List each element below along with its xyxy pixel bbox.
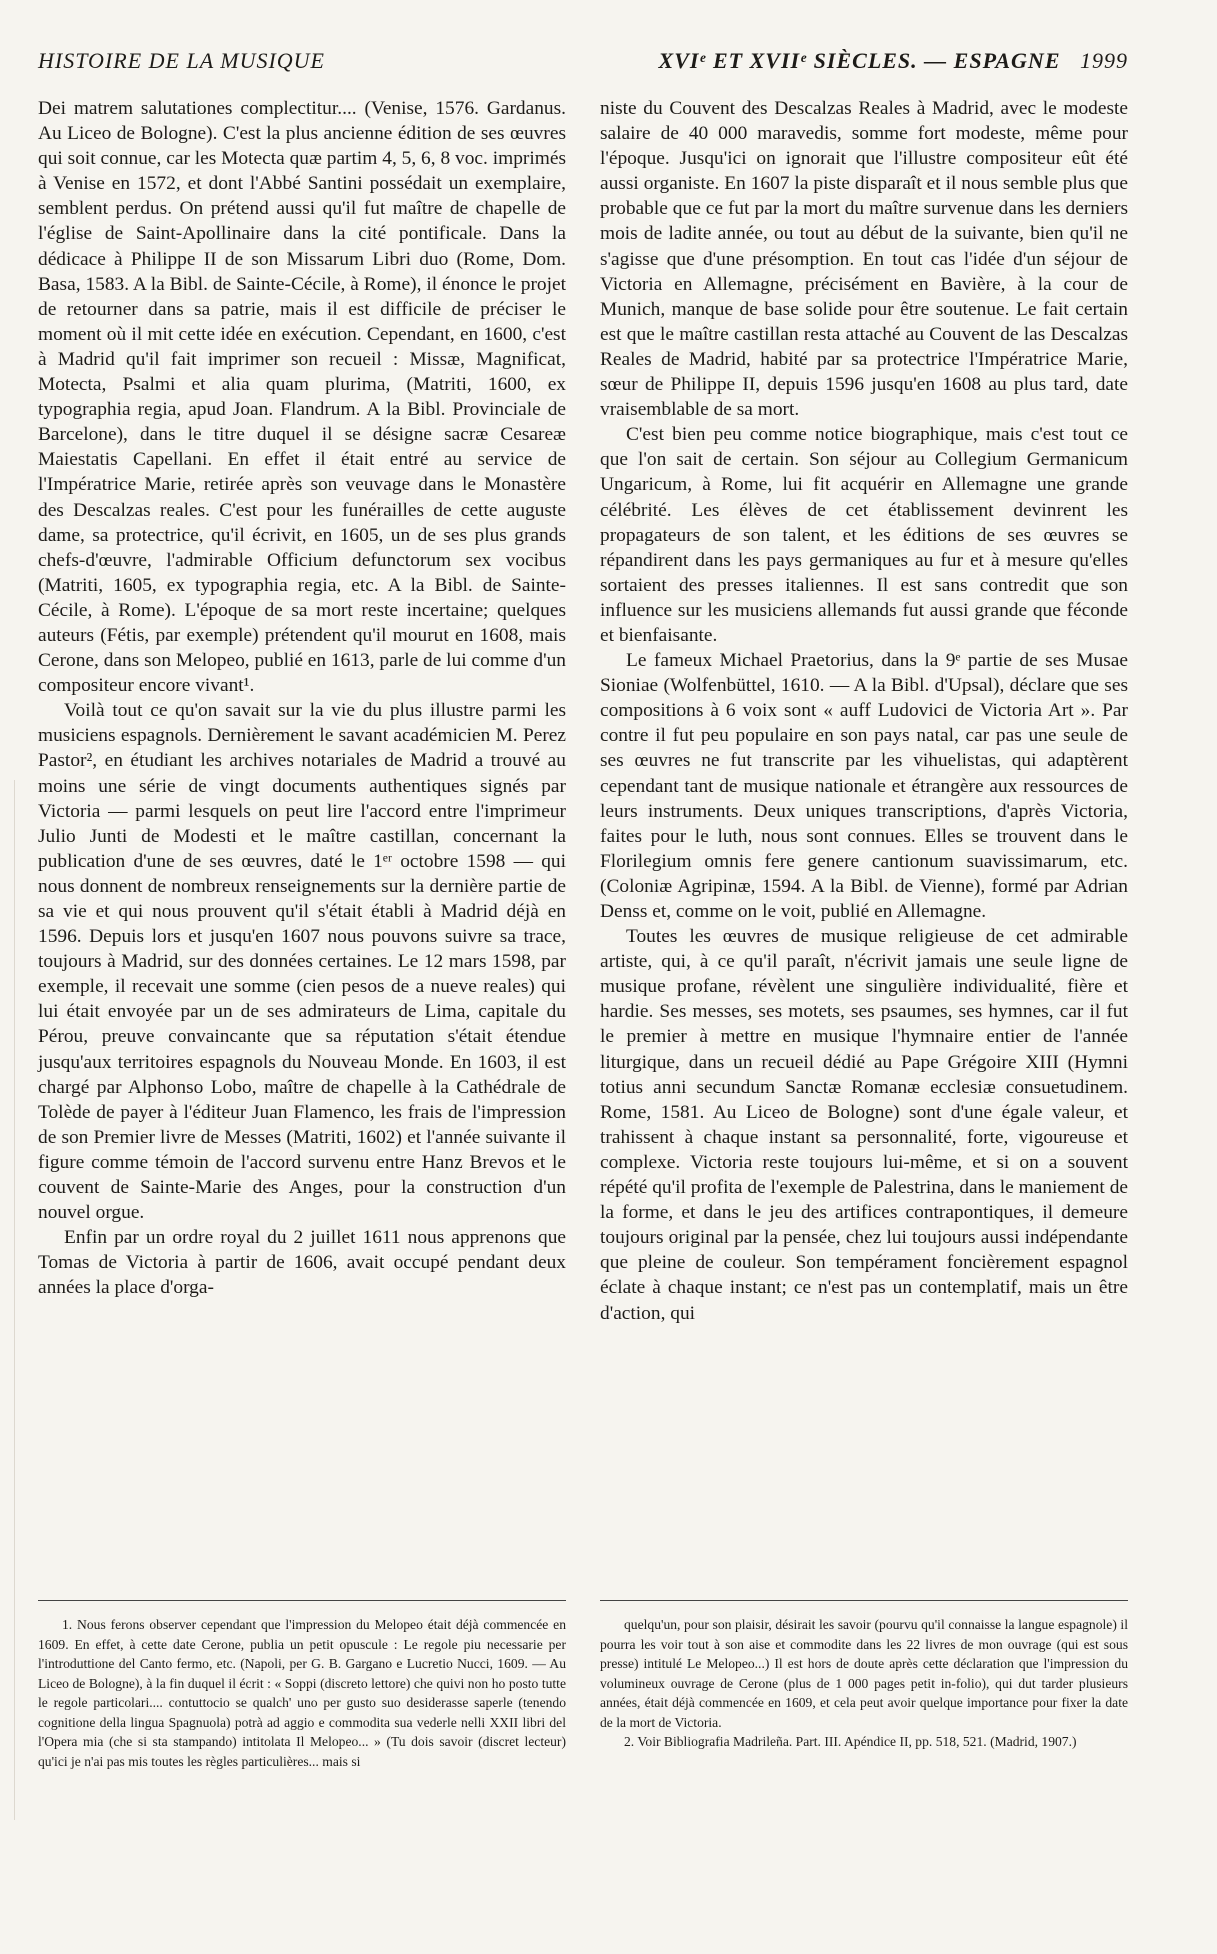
footnotes-left <box>38 1615 566 1771</box>
footnote-continuation: quelqu'un, pour son plaisir, désirait les savoir (pourvu qu'il connaisse la langue espagnole) il pourra les voir tout à son aise et commodite dans les 22 livres de mon ouvrage (qui est sous presse) intitulé Le Melopeo...) Il est hors de doute après cette déclaration que l'impression du volumineux ouvrage de Cerone (plus de 1 000 pages petit in-folio), qui dut tarder plusieurs années, était déjà commencée en 1609, et cela peut avoir quelque importance pour fixer la date de la mort de Victoria. <box>600 1617 1128 1730</box>
footnote: 2. Voir Bibliografia Madrileña. Part. III. Apéndice II, pp. 518, 521. (Madrid, 1907.) <box>624 1734 1077 1749</box>
paragraph: Toutes les œuvres de musique religieuse de cet admirable artiste, qui, à ce qu'il paraît, n'écrivit jamais une seule ligne de musique profane, révèlent une singulière individualité, fière et hardie. Ses messes, ses motets, ses psaumes, ses hymnes, car il fut le premier à mettre en musique l'hymnaire entier de l'année liturgique, dans un recueil dédié au Pape Grégoire XIII (Hymni totius anni secundum Sanctæ Romanæ ecclesiæ consuetudinem. Rome, 1581. Au Liceo de Bologne) sont d'une égale valeur, et trahissent à chaque instant sa personnalité, forte, vigoureuse et complexe. Victoria reste toujours lui-même, et si on a souvent répété qu'il profita de l'exemple de Palestrina, dans le maniement de la forme, et dans le jeu des artifices contrapontiques, il demeure toujours original par la pensée, chez lui toujours aussi indépendante que pleine de couleur. Son tempérament foncièrement espagnol éclate à chaque instant; ce n'est pas un contemplatif, mais un être d'action, qui <box>600 926 1128 1324</box>
header-right <box>659 48 1128 74</box>
paragraph: Voilà tout ce qu'on savait sur la vie du plus illustre parmi les musiciens espagnols. Dernièrement le savant académicien M. Perez Pastor², en étudiant les archives notariales de Madrid a trouvé au moins une série de vingt documents authentiques signés par Victoria — parmi lesquels on peut lire l'accord entre l'imprimeur Julio Junti de Modesti et le maître castillan, concernant la publication d'une de ses œuvres, daté le 1ᵉʳ octobre 1598 — qui nous donnent de nombreux renseignements sur la dernière partie de sa vie et qui nous prouvent qu'il s'était établi à Madrid déjà en 1596. Depuis lors et jusqu'en 1607 nous pouvons suivre sa trace, toujours à Madrid, sur des données certaines. Le 12 mars 1598, par exemple, il recevait une somme (cien pesos de a nueve reales) qui lui était envoyée par un de ses admirateurs de Lima, capitale du Pérou, preuve convaincante que sa réputation s'était étendue jusqu'aux territoires espagnols du Nouveau Monde. En 1603, il est chargé par Alphonso Lobo, maître de chapelle à la Cathédrale de Tolède de payer à l'éditeur Juan Flamenco, les frais de l'impression de son Premier livre de Messes (Matriti, 1602) et l'année suivante il figure comme témoin de l'accord survenu entre Hanz Brevos et le couvent de Sainte-Marie des Anges, pour la construction d'un nouvel orgue. <box>38 700 566 1224</box>
right-column <box>600 96 1128 1326</box>
paragraph: C'est bien peu comme notice biographique, mais c'est tout ce que l'on sait de certain. Son séjour au Collegium Germanicum Ungaricum, à Rome, lui fit acquérir en Allemagne une grande célébrité. Les élèves de cet établissement devinrent les propagateurs de son talent, et les éditions de ses œuvres se répandirent dans les pays germaniques au fur et à mesure qu'elles sortaient des presses italiennes. Il est sans contredit que son influence sur les musiciens allemands fut aussi grande que féconde et bienfaisante. <box>600 424 1128 646</box>
footnote-rule <box>38 1600 566 1601</box>
header-section: XVIᵉ ET XVIIᵉ SIÈCLES. — ESPAGNE <box>658 48 1061 73</box>
paragraph: Le fameux Michael Praetorius, dans la 9ᵉ partie de ses Musae Sioniae (Wolfenbüttel, 1610. — A la Bibl. d'Upsal), déclare que ses compositions à 6 voix sont « auff Ludovici de Victoria Art ». Par contre il fut peu populaire en son pays natal, car pas une seule de ses œuvres ne fut transcrite par les vihuelistas, qui adaptèrent cependant tant de musique nationale et étrangère aux ressources de leurs instruments. Deux uniques transcriptions, d'après Victoria, faites pour le luth, nous sont connues. Elles se trouvent dans le Florilegium omnis fere genere cantionum suavissimarum, etc. (Coloniæ Agripinæ, 1594. A la Bibl. de Vienne), formé par Adrian Denss et, comme on le voit, publié en Allemagne. <box>600 650 1128 922</box>
paragraph: niste du Couvent des Descalzas Reales à Madrid, avec le modeste salaire de 40 000 maravedis, somme fort modeste, même pour l'époque. Jusqu'ici on ignorait que l'illustre compositeur eût été aussi organiste. En 1607 la piste disparaît et il nous semble plus que probable que ce fut par la mort du maître survenue dans les derniers mois de ladite année, ou tout au début de la suivante, bien qu'il ne s'agisse que d'une présomption. En tout cas l'idée d'un séjour de Victoria en Allemagne, précisément en Bavière, à la cour de Munich, manque de base solide pour être soutenue. Le fait certain est que le maître castillan resta attaché au Couvent de las Descalzas Reales de Madrid, habité par sa protectrice l'Impératrice Marie, sœur de Philippe II, depuis 1596 jusqu'en 1608 au plus tard, date vraisemblable de sa mort. <box>600 98 1128 421</box>
footnote: 1. Nous ferons observer cependant que l'impression du Melopeo était déjà commencée en 1609. En effet, à cette date Cerone, publia un petit opuscule : Le regole piu necessarie per l'introduttione del Canto fermo, etc. (Napoli, per G. B. Gargano e Lucretio Nucci, 1609. — Au Liceo de Bologne), à la fin duquel il écrit : « Soppi (discreto lettore) che quivi non ho posto tutte le regole particolari.... contuttocio se qualch' uno per gusto suo desiderasse saperle (tenendo cognitione della lingua Spagnuola) potrà ad aggio e commodita sua vederle nelli XXII libri del l'Opera mia (che si sta stampando) intitolata Il Melopeo... » (Tu dois savoir (discret lecteur) qu'ici je n'ai pas mis toutes les règles particulières... mais si <box>38 1617 566 1769</box>
running-header <box>38 48 1128 78</box>
footnote-rule <box>600 1600 1128 1601</box>
paragraph: Dei matrem salutationes complectitur.... (Venise, 1576. Gardanus. Au Liceo de Bologne). C'est la plus ancienne édition de ses œuvres qui soit connue, car les Motecta quæ partim 4, 5, 6, 8 voc. imprimés à Venise en 1572, et dont l'Abbé Santini possédait un exemplaire, semblent perdus. On prétend aussi qu'il fut maître de chapelle de l'église de Saint-Apollinaire dans la cité pontificale. Dans la dédicace à Philippe II de son Missarum Libri duo (Rome, Dom. Basa, 1583. A la Bibl. de Sainte-Cécile, à Rome), il énonce le projet de retourner dans sa patrie, mais il est difficile de préciser le moment où il mit cette idée en exécution. Cependant, en 1600, c'est à Madrid qu'il fait imprimer son recueil : Missæ, Magnificat, Motecta, Psalmi et alia quam plurima, (Matriti, 1600, ex typographia regia, apud Joan. Flandrum. A la Bibl. Provinciale de Barcelone), dans le titre duquel il se désigne sacræ Cesareæ Maiestatis Capellani. En effet il était entré au service de l'Impératrice Marie, retirée après son veuvage dans le Monastère des Descalzas reales. C'est pour les funérailles de cette auguste dame, sa protectrice, qu'il écrivit, en 1605, un de ses plus grands chefs-d'œuvre, l'admirable Officium defunctorum sex vocibus (Matriti, 1605, ex typographia regia, etc. A la Bibl. de Sainte-Cécile, à Rome). L'époque de sa mort reste incertaine; quelques auteurs (Fétis, par exemple) prétendent qu'il mourut en 1608, mais Cerone, dans son Melopeo, publié en 1613, parle de lui comme d'un compositeur encore vivant¹. <box>38 98 566 697</box>
paragraph: Enfin par un ordre royal du 2 juillet 1611 nous apprenons que Tomas de Victoria à partir de 1606, avait occupé pendant deux années la place d'orga- <box>38 1227 566 1299</box>
footnotes-right <box>600 1615 1128 1752</box>
left-column <box>38 96 566 1301</box>
scan-margin-shadow <box>14 780 15 1820</box>
page-number: 1999 <box>1080 48 1128 73</box>
header-title: HISTOIRE DE LA MUSIQUE <box>38 48 325 73</box>
